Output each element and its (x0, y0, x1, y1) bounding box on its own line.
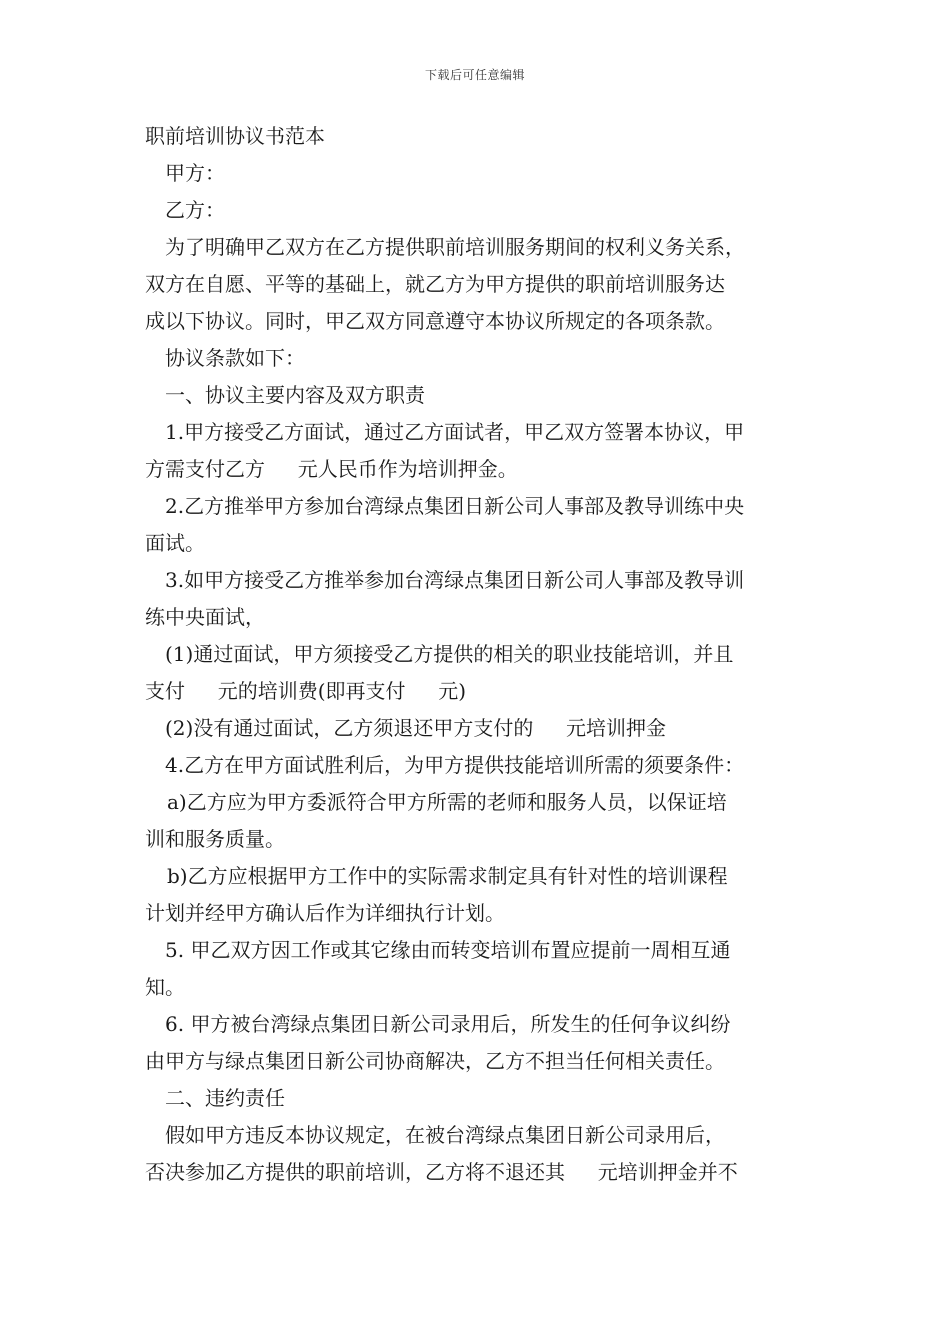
item3-1-line-2: 支付 元的培训费(即再支付 元) (145, 679, 467, 703)
item5-line-1: 5. 甲乙双方因工作或其它缘由而转变培训布置应提前一周相互通 (165, 938, 731, 962)
intro-line-1: 为了明确甲乙双方在乙方提供职前培训服务期间的权利义务关系， (165, 235, 745, 259)
item6-line-1: 6. 甲方被台湾绿点集团日新公司录用后，所发生的任何争议纠纷 (165, 1012, 731, 1036)
item1-line-2: 方需支付乙方 元人民币作为培训押金。 (145, 457, 518, 481)
document-body (145, 118, 815, 1191)
item4b-line-1: b)乙方应根据甲方工作中的实际需求制定具有针对性的培训课程 (167, 864, 728, 888)
section1-heading: 一、协议主要内容及双方职责 (165, 383, 425, 407)
terms-heading: 协议条款如下： (165, 346, 305, 370)
breach-line-2: 否决参加乙方提供的职前培训，乙方将不退还其 元培训押金并不 (145, 1160, 738, 1184)
item2-line-2: 面试。 (145, 531, 205, 555)
party-b-label: 乙方： (165, 198, 225, 222)
document-title: 职前培训协议书范本 (145, 124, 325, 148)
item3-line-2: 练中央面试， (145, 605, 265, 629)
party-a-label: 甲方： (165, 161, 225, 185)
section2-heading: 二、违约责任 (165, 1086, 285, 1110)
item4b-line-2: 计划并经甲方确认后作为详细执行计划。 (145, 901, 505, 925)
item3-2-line: (2)没有通过面试，乙方须退还甲方支付的 元培训押金 (165, 716, 667, 740)
item4-line: 4.乙方在甲方面试胜利后，为甲方提供技能培训所需的须要条件： (165, 753, 745, 777)
intro-line-3: 成以下协议。同时，甲乙双方同意遵守本协议所规定的各项条款。 (145, 309, 725, 333)
item6-line-2: 由甲方与绿点集团日新公司协商解决，乙方不担当任何相关责任。 (145, 1049, 725, 1073)
page-header: 下载后可任意编辑 (424, 68, 525, 82)
item5-line-2: 知。 (145, 975, 185, 999)
intro-line-2: 双方在自愿、平等的基础上，就乙方为甲方提供的职前培训服务达 (145, 272, 725, 296)
item3-line-1: 3.如甲方接受乙方推举参加台湾绿点集团日新公司人事部及教导训 (165, 568, 745, 592)
item4a-line-1: a)乙方应为甲方委派符合甲方所需的老师和服务人员，以保证培 (167, 790, 727, 814)
breach-line-1: 假如甲方违反本协议规定，在被台湾绿点集团日新公司录用后， (165, 1123, 725, 1147)
item3-1-line-1: (1)通过面试，甲方须接受乙方提供的相关的职业技能培训，并且 (165, 642, 734, 666)
item2-line-1: 2.乙方推举甲方参加台湾绿点集团日新公司人事部及教导训练中央 (165, 494, 745, 518)
item1-line-1: 1.甲方接受乙方面试，通过乙方面试者，甲乙双方签署本协议，甲 (165, 420, 745, 444)
item4a-line-2: 训和服务质量。 (145, 827, 285, 851)
